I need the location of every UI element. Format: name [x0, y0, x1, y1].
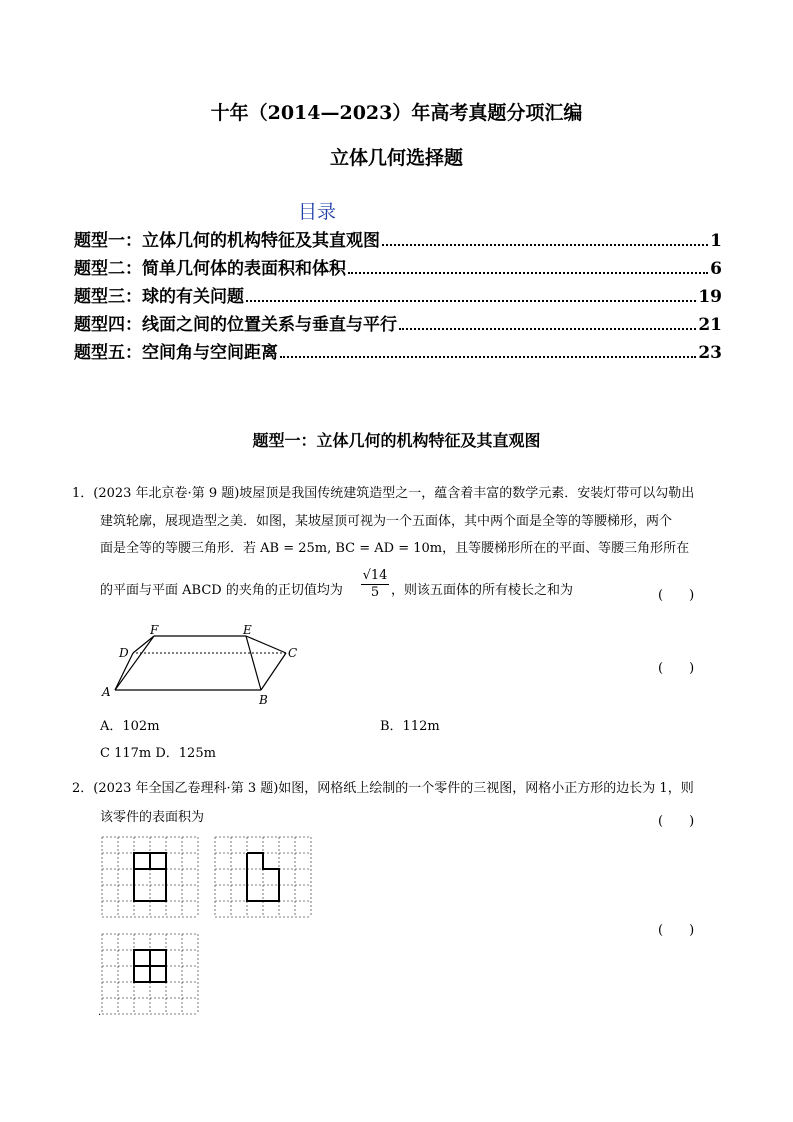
toc-item-page: 21: [698, 315, 722, 335]
q1-option-b[interactable]: B．112m: [380, 719, 440, 734]
q1-answer-paren-2[interactable]: ( ): [658, 661, 695, 676]
edge-ec: [246, 636, 286, 653]
q1-line-1: 1．(2023 年北京卷·第 9 题)坡屋顶是我国传统建筑造型之一，蕴含着丰富的数学元素．安装灯带可以勾勒出: [72, 486, 695, 501]
q2-line-1: 2．(2023 年全国乙卷理科·第 3 题)如图，网格纸上绘制的一个零件的三视图，网格小正方形的边长为 1，则: [72, 781, 694, 796]
toc-item-page: 6: [710, 259, 722, 279]
q1-option-c-d[interactable]: C 117m D．125m: [100, 746, 216, 761]
q1-pentahedron-figure: [98, 620, 308, 710]
toc-item[interactable]: [74, 337, 722, 363]
toc-item-page: 19: [698, 287, 722, 307]
q2-front-view-grid: [101, 836, 199, 918]
edge-bc: [261, 653, 286, 690]
toc-leader-dots: [382, 244, 708, 246]
label-c: C: [288, 646, 298, 660]
toc-leader-dots: [246, 300, 696, 302]
toc-leader-dots: [348, 272, 708, 274]
toc-item[interactable]: [74, 309, 722, 335]
q2-answer-paren[interactable]: ( ): [658, 814, 695, 829]
toc-item-label: 题型四：线面之间的位置关系与垂直与平行: [74, 315, 397, 335]
q2-line-2: 该零件的表面积为: [100, 810, 205, 825]
q2-answer-paren-2[interactable]: ( ): [658, 923, 695, 938]
toc-item-page: 23: [698, 343, 722, 363]
toc-item-label: 题型二：简单几何体的表面积和体积: [74, 259, 346, 279]
toc-heading: 目录: [298, 201, 337, 223]
toc-item[interactable]: [74, 253, 722, 279]
toc-item-page: 1: [710, 231, 722, 251]
page-subtitle: 立体几何选择题: [329, 147, 463, 169]
q1-fraction-denominator: 5: [370, 585, 380, 600]
q1-line-4a: 的平面与平面 ABCD 的夹角的正切值均为: [100, 583, 343, 598]
toc-item-label: 题型五：空间角与空间距离: [74, 343, 278, 363]
section-title: 题型一：立体几何的机构特征及其直观图: [252, 431, 541, 450]
label-f: F: [150, 623, 159, 637]
toc-leader-dots: [280, 356, 696, 358]
toc-item[interactable]: [74, 225, 722, 251]
q1-option-a[interactable]: A．102m: [100, 719, 160, 734]
toc-item-label: 题型一：立体几何的机构特征及其直观图: [74, 231, 380, 251]
page-title: 十年（2014—2023）年高考真题分项汇编: [210, 102, 583, 124]
q2-side-view-grid: [214, 836, 312, 918]
toc-item[interactable]: [74, 281, 722, 307]
label-b: B: [259, 693, 268, 707]
q1-fraction-numerator: √14: [362, 568, 388, 583]
q1-line-2: 建筑轮廓，展现造型之美．如图，某坡屋顶可视为一个五面体，其中两个面是全等的等腰梯形，两个: [100, 514, 673, 529]
toc-leader-dots: [399, 328, 696, 330]
label-d: D: [119, 646, 129, 660]
label-e: E: [243, 623, 252, 637]
q2-top-view-grid: [101, 933, 199, 1015]
q1-line-4b: ，则该五面体的所有棱长之和为: [391, 583, 574, 598]
q1-line-3: 面是全等的等腰三角形．若 AB = 25m, BC = AD = 10m，且等腰梯形所在的平面、等腰三角形所在: [100, 541, 690, 556]
q1-answer-paren[interactable]: ( ): [658, 588, 695, 603]
edge-eb: [246, 636, 261, 690]
label-a: A: [102, 685, 111, 699]
toc-item-label: 题型三：球的有关问题: [74, 287, 244, 307]
q1-fraction: [361, 568, 389, 600]
edge-fa: [115, 636, 154, 690]
stray-dot: ·: [98, 1010, 102, 1021]
